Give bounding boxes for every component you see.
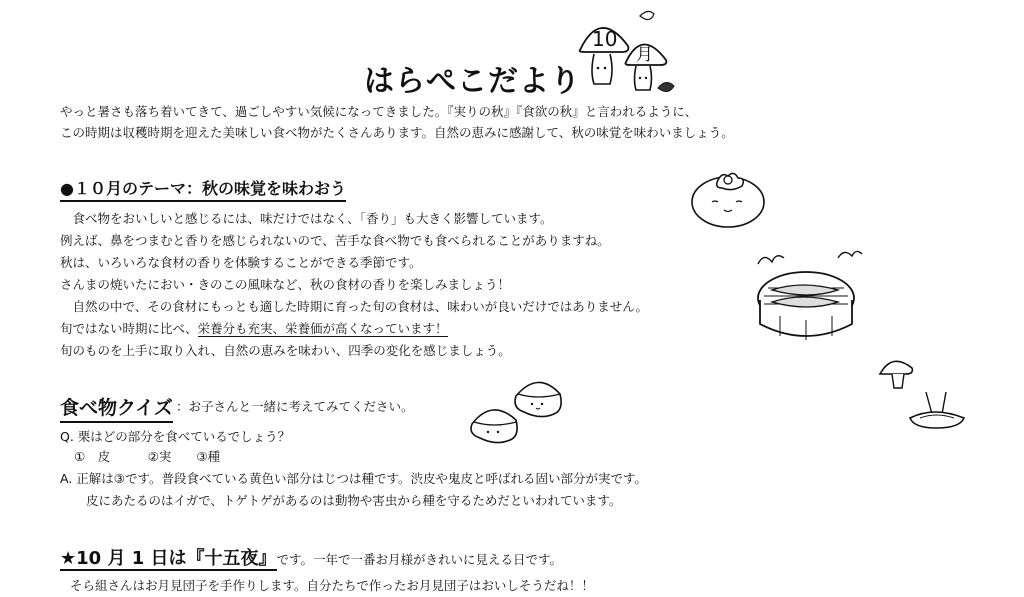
chestnuts-icon [466, 370, 570, 448]
month-number: 10 [592, 27, 618, 51]
mushroom-month-badge-icon [570, 8, 680, 100]
month-char: 月 [636, 45, 653, 65]
theme-line-7: 旬のものを上手に取り入れ、自然の恵みを味わい、四季の変化を感じましょう。 [60, 343, 511, 358]
theme-line-1: 食べ物をおいしいと感じるには、味だけではなく、「香り」も大きく影響しています。 [60, 211, 553, 226]
theme-line-6 [60, 321, 448, 337]
intro-line-2: この時期は収穫時期を迎えた美味しい食べ物がたくさんあります。自然の恵みに感謝して、秋の味覚を味わいましょう。 [60, 125, 734, 140]
theme-heading: ●１０月のテーマ：秋の味覚を味わおう [60, 176, 346, 202]
theme-line-6-prefix: 旬ではない時期に比べ、 [60, 321, 198, 336]
moon-heading-prefix: ★10 月 1 日は [60, 548, 187, 569]
grilled-saury-icon [750, 244, 865, 349]
moon-heading-suffix: です。一年で一番お月様がきれいに見える日です。 [276, 552, 563, 567]
theme-line-5: 自然の中で、その食材にもっとも適した時期に育った旬の食材は、味わいが良いだけではありません。 [60, 299, 649, 314]
quiz-answer-2: 皮にあたるのはイガで、トゲトゲがあるのは動物や害虫から種を守るためだといわれています。 [86, 493, 622, 508]
moon-heading-underlined: 『十五夜』 [186, 548, 277, 569]
quiz-heading: 食べ物クイズ [60, 393, 173, 423]
mushrooms-icon [876, 356, 966, 436]
quiz-options: ① 皮 ②実 ③種 [74, 449, 221, 464]
moon-heading [60, 544, 562, 571]
intro-line-1: やっと暑さも落ち着いてきて、過ごしやすい気候になってきました。『実りの秋』『食欲の秋』と言われるように、 [60, 104, 698, 119]
quiz-subheading: ：お子さんと一緒に考えてみてください。 [176, 399, 414, 414]
theme-line-6-underlined: 栄養分も充実、栄養価が高くなっています！ [197, 321, 448, 336]
moon-line: そら組さんはお月見団子を手作りします。自分たちで作ったお月見団子はおいしそうだね！！ [70, 578, 594, 593]
theme-line-3: 秋は、いろいろな食材の香りを体験することができる季節です。 [60, 255, 422, 270]
newsletter-title: はらぺこだより [364, 64, 581, 99]
quiz-question: Q. 栗はどの部分を食べているでしょう？ [60, 429, 291, 444]
persimmon-icon [688, 162, 768, 230]
theme-line-4: さんまの焼いたにおい・きのこの風味など、秋の食材の香りを楽しみましょう！ [60, 277, 511, 292]
quiz-answer-1: A. 正解は③です。普段食べている黄色い部分はじつは種です。渋皮や鬼皮と呼ばれる固い部分が実です。 [60, 471, 647, 486]
theme-line-2: 例えば、鼻をつまむと香りを感じられないので、苦手な食べ物でも食べられることがありますね。 [60, 233, 610, 248]
